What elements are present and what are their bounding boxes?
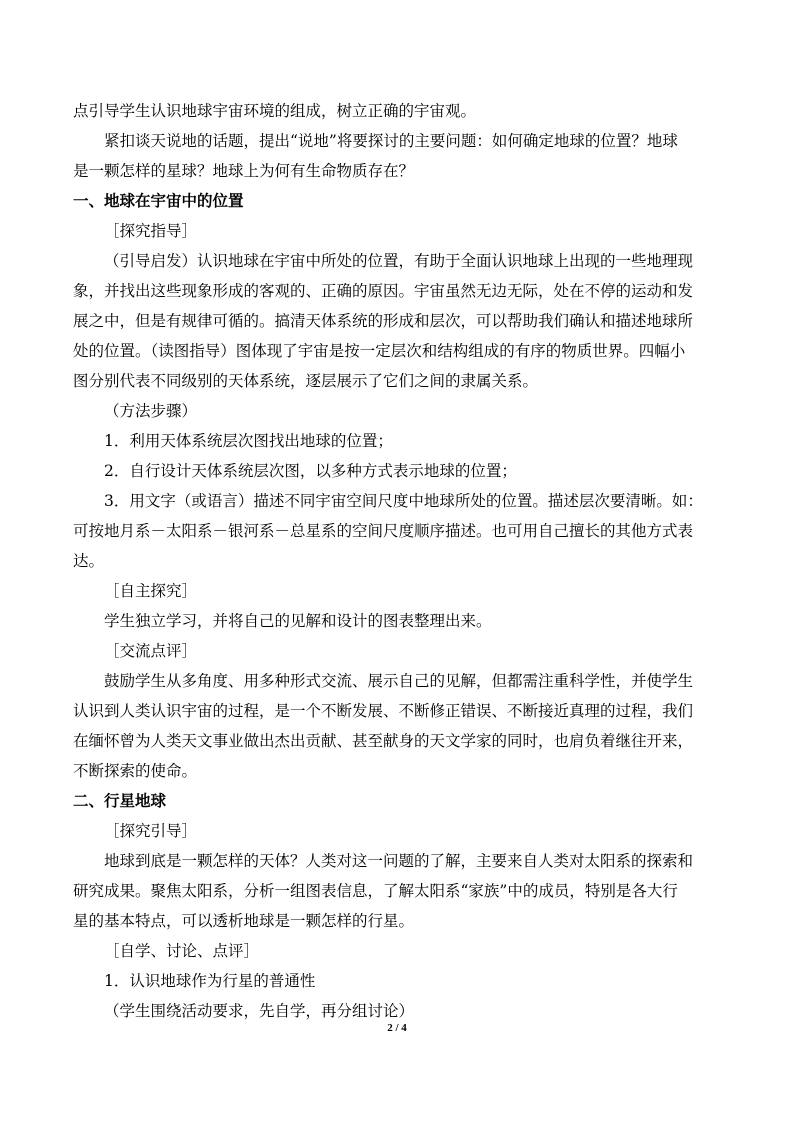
paragraph-line: 星的基本特点，可以透析地球是一颗怎样的行星。 [73,912,415,930]
paragraph-line: 象，并找出这些现象形成的客观的、正确的原因。宇宙虽然无边无际，处在不停的运动和发 [73,282,694,300]
list-item: 1．利用天体系统层次图找出地球的位置； [104,432,393,450]
section-heading: 一、地球在宇宙中的位置 [73,191,244,210]
paragraph-line: 可按地月系－太阳系－银河系－总星系的空间尺度顺序描述。也可用自己擅长的其他方式表 [73,522,694,540]
list-item: 3．用文字（或语言）描述不同宇宙空间尺度中地球所处的位置。描述层次要清晰。如： [104,492,703,510]
paragraph-line: 紧扣谈天说地的话题，提出“说地”将要探讨的主要问题：如何确定地球的位置？地球 [104,132,678,150]
list-item: 1．认识地球作为行星的普通性 [104,972,316,990]
paragraph-line: 是一颗怎样的星球？地球上为何有生命物质存在？ [73,162,415,180]
paragraph-line: 处的位置。（读图指导）图体现了宇宙是按一定层次和结构组成的有序的物质世界。四幅小 [73,342,686,360]
paragraph-line: 鼓励学生从多角度、用多种形式交流、展示自己的见解，但都需注重科学性，并使学生 [104,672,694,690]
paragraph-line: 达。 [73,552,105,570]
paragraph-line: 展之中，但是有规律可循的。搞清天体系统的形成和层次，可以帮助我们确认和描述地球所 [73,312,694,330]
subsection-label: ［探究指导］ [104,222,198,240]
paragraph-line: 地球到底是一颗怎样的天体？人类对这一问题的了解，主要来自人类对太阳系的探索和 [104,852,694,870]
paragraph-line: 研究成果。聚焦太阳系，分析一组图表信息，了解太阳系“家族”中的成员，特别是各大行 [73,882,678,900]
list-item: 2．自行设计天体系统层次图，以多种方式表示地球的位置； [104,462,517,480]
paragraph-line: 学生独立学习，并将自己的见解和设计的图表整理出来。 [104,612,492,630]
paragraph-line: （引导启发）认识地球在宇宙中所处的位置，有助于全面认识地球上出现的一些地理现 [104,252,694,270]
paragraph-line: 图分别代表不同级别的天体系统，逐层展示了它们之间的隶属关系。 [73,372,539,390]
subsection-label: （方法步骤） [104,402,198,420]
subsection-label: ［交流点评］ [104,642,198,660]
paragraph-line: 认识到人类认识宇宙的过程，是一个不断发展、不断修正错误、不断接近真理的过程，我们 [73,702,694,720]
section-heading: 二、行星地球 [73,791,167,810]
subsection-label: ［自学、讨论、点评］ [104,942,260,960]
paragraph-line: 点引导学生认识地球宇宙环境的组成，树立正确的宇宙观。 [73,102,477,120]
paragraph-line: 在缅怀曾为人类天文事业做出杰出贡献、甚至献身的天文学家的同时，也肩负着继往开来， [73,732,694,750]
page-number: 2 / 4 [387,1022,407,1034]
paragraph-line: （学生围绕活动要求，先自学，再分组讨论） [104,1002,415,1020]
subsection-label: ［探究引导］ [104,822,198,840]
subsection-label: ［自主探究］ [104,582,198,600]
paragraph-line: 不断探索的使命。 [73,762,198,780]
